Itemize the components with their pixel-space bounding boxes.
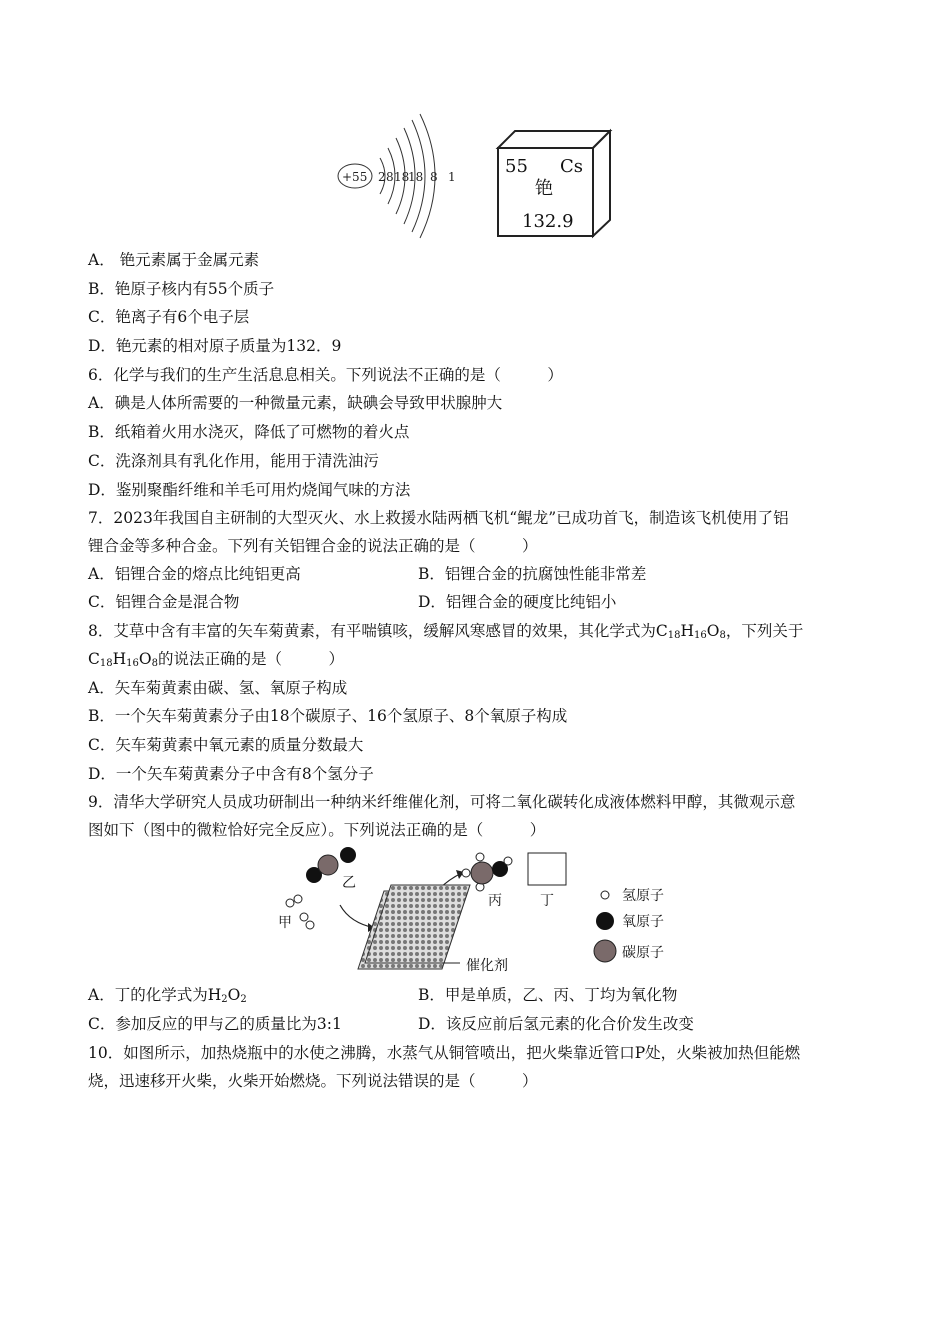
label-yi: 乙 xyxy=(342,875,356,891)
q8-option-b: B．一个矢车菊黄素分子由18个碳原子、16个氢原子、8个氧原子构成 xyxy=(88,707,568,725)
q7-option-a: A．铝锂合金的熔点比纯铝更高 xyxy=(88,565,301,583)
nucleus-charge: +55 xyxy=(342,170,368,184)
q8-option-c: C．矢车菊黄素中氧元素的质量分数最大 xyxy=(88,736,364,754)
shell-2-electrons: 8 xyxy=(386,170,394,184)
q8-stem-line2-text: 的说法正确的是（ ） xyxy=(157,650,344,668)
q9-option-c: C．参加反应的甲与乙的质量比为3:1 xyxy=(88,1015,342,1033)
atomic-number: 55 xyxy=(505,156,528,177)
label-catalyst: 催化剂 xyxy=(466,957,508,973)
q8-option-d: D．一个矢车菊黄素分子中含有8个氢分子 xyxy=(88,765,374,783)
q7-option-c: C．铝锂合金是混合物 xyxy=(88,593,240,611)
q9-option-d: D．该反应前后氢元素的化合价发生改变 xyxy=(418,1015,694,1033)
q7-option-d: D．铝锂合金的硬度比纯铝小 xyxy=(418,593,617,611)
molecule-ding-box xyxy=(528,853,566,885)
q6-option-b: B．纸箱着火用水浇灭，降低了可燃物的着火点 xyxy=(88,423,410,441)
q6-option-c: C．洗涤剂具有乳化作用，能用于清洗油污 xyxy=(88,452,379,470)
q8-stem-line2 xyxy=(88,649,344,674)
q10-stem-line2: 烧，迅速移开火柴，火柴开始燃烧。下列说法错误的是（ ） xyxy=(88,1072,538,1090)
q5-option-c: C．铯离子有6个电子层 xyxy=(88,308,250,326)
q6-option-d: D．鉴别聚酯纤维和羊毛可用灼烧闻气味的方法 xyxy=(88,481,411,499)
q8-stem-tail: ，下列关于 xyxy=(725,622,804,640)
q5-option-b: B．铯原子核内有55个质子 xyxy=(88,280,275,298)
legend-oxygen-icon xyxy=(596,912,614,930)
legend-carbon: 碳原子 xyxy=(622,944,664,960)
q9-option-b: B．甲是单质，乙、丙、丁均为氧化物 xyxy=(418,986,678,1004)
q7-option-b: B．铝锂合金的抗腐蚀性能非常差 xyxy=(418,565,647,583)
q9-option-a: A．丁的化学式为$H_2O_2$ xyxy=(88,986,247,1005)
q5-option-d: D．铯元素的相对原子质量为132．9 xyxy=(88,337,342,355)
q10-stem-line1: 10．如图所示，加热烧瓶中的水使之沸腾，水蒸气从铜管喷出，把火柴靠近管口P处，火柴被加热但能燃 xyxy=(88,1044,801,1062)
shell-4-electrons: 18 xyxy=(408,170,424,184)
q7-stem-line1: 7．2023年我国自主研制的大型灭火、水上救援水陆两栖飞机“鲲龙”已成功首飞，制造该飞机使用了铝 xyxy=(88,509,789,527)
shell-6-electrons: 1 xyxy=(448,170,456,184)
label-jia: 甲 xyxy=(278,915,292,931)
shell-5-electrons: 8 xyxy=(430,170,438,184)
label-ding: 丁 xyxy=(540,893,554,909)
legend-carbon-icon xyxy=(594,940,616,962)
legend-hydrogen: 氢原子 xyxy=(622,887,664,903)
q8-stem-text: 8．艾草中含有丰富的矢车菊黄素，有平喘镇咳，缓解风寒感冒的效果，其化学式为 xyxy=(88,622,656,640)
q6-option-a: A．碘是人体所需要的一种微量元素，缺碘会导致甲状腺肿大 xyxy=(88,394,503,412)
q8-formula: $C_{18}H_{16}O_8$ xyxy=(655,622,726,641)
q9-option-a-formula: $H_2O_2$ xyxy=(207,986,247,1005)
reaction-micro-diagram xyxy=(270,843,690,983)
label-bing: 丙 xyxy=(488,893,502,909)
legend-oxygen: 氧原子 xyxy=(622,913,664,929)
q8-stem-line1 xyxy=(88,621,803,646)
element-symbol: Cs xyxy=(560,156,584,177)
shell-1-electrons: 2 xyxy=(378,170,386,184)
q8-option-a: A．矢车菊黄素由碳、氢、氧原子构成 xyxy=(88,679,348,697)
cesium-element-card xyxy=(495,128,615,240)
element-name: 铯 xyxy=(535,178,553,199)
atomic-mass: 132.9 xyxy=(522,211,574,232)
catalyst-plates xyxy=(358,885,470,969)
cesium-atom-structure-diagram xyxy=(330,110,470,240)
q9-stem-line1: 9．清华大学研究人员成功研制出一种纳米纤维催化剂，可将二氧化碳转化成液体燃料甲醇，其微观示意 xyxy=(88,793,796,811)
legend-hydrogen-icon xyxy=(601,891,609,899)
q5-option-a: A． 铯元素属于金属元素 xyxy=(88,251,260,269)
q6-stem: 6．化学与我们的生产生活息息相关。下列说法不正确的是（ ） xyxy=(88,366,563,384)
q8-formula-2: $C_{18}H_{16}O_8$ xyxy=(88,650,158,669)
q9-stem-line2: 图如下（图中的微粒恰好完全反应）。下列说法正确的是（ ） xyxy=(88,821,546,839)
q7-stem-line2: 锂合金等多种合金。下列有关铝锂合金的说法正确的是（ ） xyxy=(88,537,538,555)
shell-3-electrons: 18 xyxy=(394,170,410,184)
